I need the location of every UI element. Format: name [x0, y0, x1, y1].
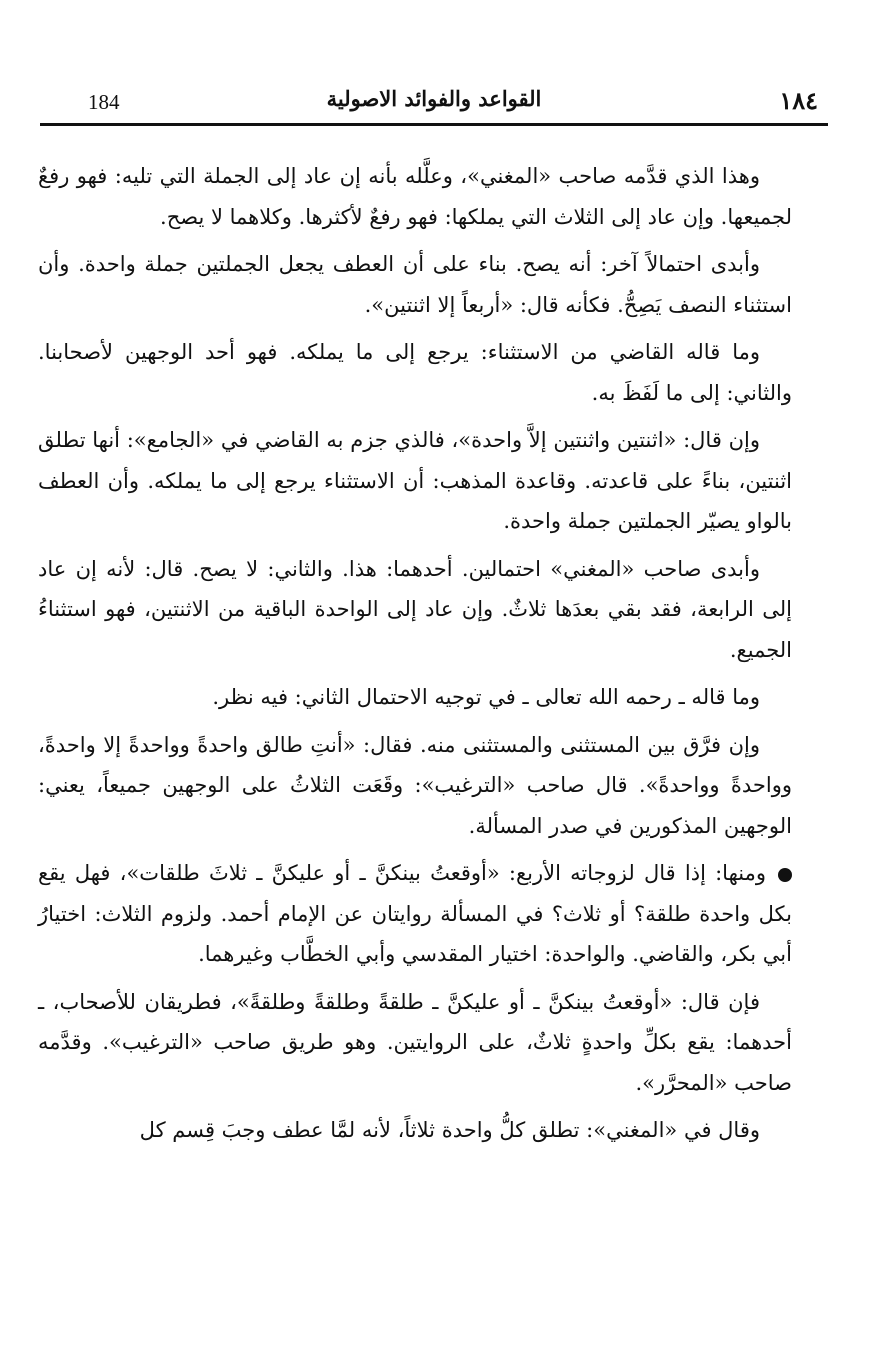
body-text	[38, 156, 792, 1158]
paragraph-text: وما قاله ـ رحمه الله تعالى ـ في توجيه الاحتمال الثاني: فيه نظر.	[212, 685, 760, 709]
paragraph	[38, 982, 792, 1104]
paragraph-text: وأبدى احتمالاً آخر: أنه يصح. بناء على أن العطف يجعل الجملتين جملة واحدة. وأن استثناء النصف يَصِحُّ. فكأنه قال: «أربعاً إلا اثنتين».	[38, 252, 792, 317]
paragraph	[38, 725, 792, 847]
paragraph-text: وأبدى صاحب «المغني» احتمالين. أحدهما: هذا. والثاني: لا يصح. قال: لأنه إن عاد إلى الرابعة، فقد بقي بعدَها ثلاثٌ. وإن عاد إلى الواحدة الباقية من الاثنتين، فهو استثناءُ الجميع.	[38, 556, 792, 662]
paragraph	[38, 244, 792, 325]
paragraph	[38, 156, 792, 237]
page-number-latin: 184	[88, 90, 120, 114]
paragraph	[38, 549, 792, 671]
bullet-icon	[778, 868, 792, 882]
paragraph-text: وما قاله القاضي من الاستثناء: يرجع إلى ما يملكه. فهو أحد الوجهين لأصحابنا. والثاني: إلى ما لَفَظَ به.	[38, 340, 792, 405]
paragraph-text: ومنها: إذا قال لزوجاته الأربع: «أوقعتُ بينكنَّ ـ أو عليكنَّ ـ ثلاثَ طلقات»، فهل يقع بكل واحدة طلقة؟ أو ثلاث؟ في المسألة روايتان عن الإمام أحمد. ولزوم الثلاث: اختيارُ أبي بكر، والقاضي. والواحدة: اختيار المقدسي وأبي الخطَّاب وغيرهما.	[38, 861, 792, 966]
paragraph-text: وهذا الذي قدَّمه صاحب «المغني»، وعلَّله بأنه إن عاد إلى الجملة التي تليه: فهو رفعٌ لجميعها. وإن عاد إلى الثلاث التي يملكها: فهو رفعٌ لأكثرها. وكلاهما لا يصح.	[38, 164, 792, 229]
paragraph-text: وإن فرَّق بين المستثنى والمستثنى منه. فقال: «أنتِ طالق واحدةً وواحدةً إلا واحدةً، وواحدةً وواحدةً». قال صاحب «الترغيب»: وقَعَت الثلاثُ على الوجهين جميعاً، يعني: الوجهين المذكورين في صدر المسألة.	[38, 732, 792, 838]
bullet-paragraph	[38, 853, 792, 975]
paragraph	[38, 1110, 792, 1151]
paragraph-text: وإن قال: «اثنتين واثنتين إلاَّ واحدة»، فالذي جزم به القاضي في «الجامع»: أنها تطلق اثنتين، بناءً على قاعدته. وقاعدة المذهب: أن الاستثناء يرجع إلى ما يملكه. وأن العطف بالواو يصيّر الجملتين جملة واحدة.	[38, 428, 792, 533]
paragraph	[38, 420, 792, 542]
running-title: القواعد والفوائد الاصولية	[326, 86, 542, 111]
header-divider	[40, 123, 828, 126]
paragraph-text: وقال في «المغني»: تطلق كلُّ واحدة ثلاثاً، لأنه لمَّا عطف وجبَ قِسم كل	[139, 1118, 760, 1142]
paragraph	[38, 332, 792, 413]
paragraph	[38, 677, 792, 718]
page-header	[40, 84, 828, 124]
page-number-arabic: ١٨٤	[779, 86, 818, 115]
paragraph-text: فإن قال: «أوقعتُ بينكنَّ ـ أو عليكنَّ ـ طلقةً وطلقةً وطلقةً»، فطريقان للأصحاب، ـ أحدهما: يقع بكلِّ واحدةٍ ثلاثٌ، على الروايتين. وهو طريق صاحب «الترغيب». وقدَّمه صاحب «المحرَّر».	[38, 989, 792, 1095]
